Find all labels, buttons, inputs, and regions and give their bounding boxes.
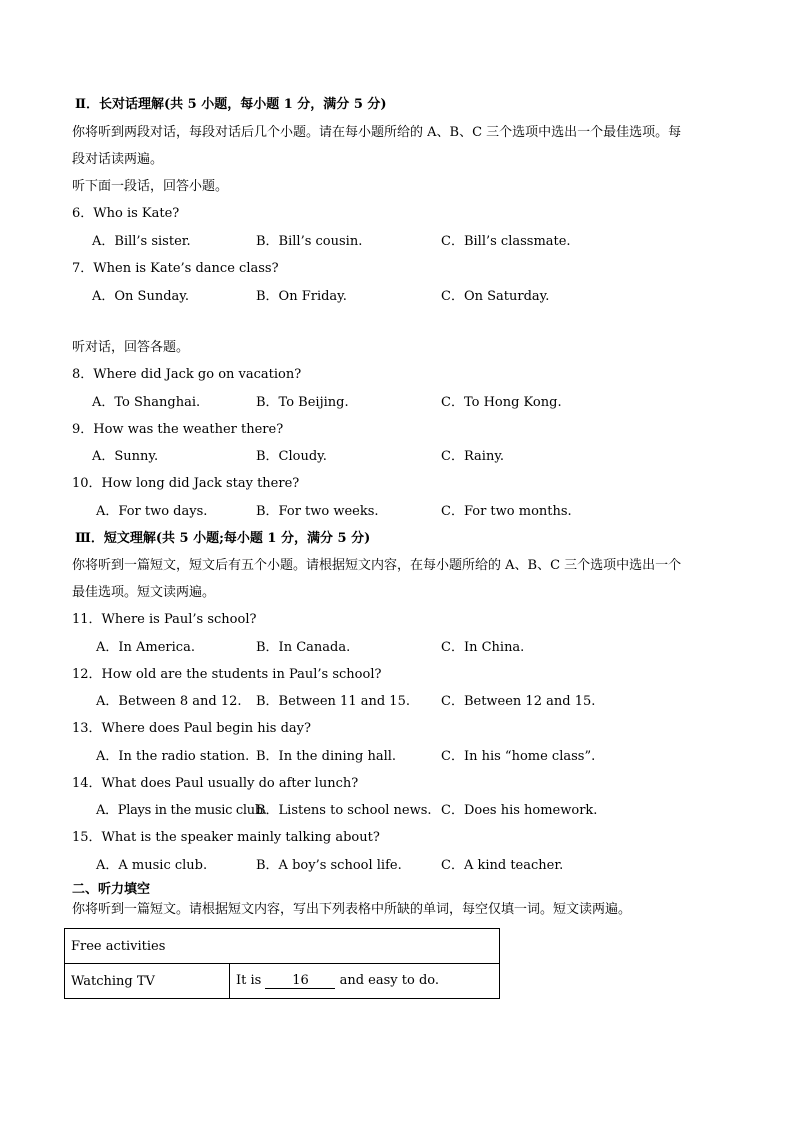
- question-8: 8．Where did Jack go on vacation?: [72, 367, 302, 382]
- part-2-instruction: 你将听到一篇短文。请根据短文内容，写出下列表格中所缺的单词，每空仅填一词。短文读两遍。: [72, 902, 632, 917]
- q6-option-c[interactable]: C．Bill’s classmate.: [441, 234, 571, 249]
- detail-suffix: and easy to do.: [339, 973, 440, 988]
- q11-option-b[interactable]: B．In Canada.: [256, 640, 351, 655]
- question-12: 12．How old are the students in Paul’s school?: [72, 667, 382, 682]
- question-13: 13．Where does Paul begin his day?: [72, 721, 311, 736]
- section-2-instruction: 你将听到两段对话，每段对话后几个小题。请在每小题所给的 A、B、C 三个选项中选出一个最佳选项。每: [72, 125, 682, 140]
- q13-option-a[interactable]: A．In the radio station.: [96, 749, 250, 764]
- section-3-instruction-cont: 最佳选项。短文读两遍。: [72, 585, 216, 600]
- activity-label-cell: Watching TV: [65, 964, 230, 999]
- section-2-instruction-cont: 段对话读两遍。: [72, 152, 164, 167]
- question-7: 7．When is Kate’s dance class?: [72, 261, 279, 276]
- q10-option-a[interactable]: A．For two days.: [96, 504, 208, 519]
- question-15: 15．What is the speaker mainly talking about?: [72, 830, 380, 845]
- q10-option-c[interactable]: C．For two months.: [441, 504, 572, 519]
- q6-option-b[interactable]: B．Bill’s cousin.: [256, 234, 363, 249]
- q9-option-c[interactable]: C．Rainy.: [441, 449, 505, 464]
- detail-prefix: It is: [236, 973, 262, 988]
- table-header-row: [65, 929, 500, 964]
- q11-option-c[interactable]: C．In China.: [441, 640, 525, 655]
- q8-option-b[interactable]: B．To Beijing.: [256, 395, 349, 410]
- q8-option-a[interactable]: A．To Shanghai.: [92, 395, 201, 410]
- question-14: 14．What does Paul usually do after lunch?: [72, 776, 359, 791]
- q12-option-b[interactable]: B．Between 11 and 15.: [256, 694, 410, 709]
- activity-detail-cell: [230, 964, 500, 999]
- q7-option-b[interactable]: B．On Friday.: [256, 289, 347, 304]
- q14-option-a[interactable]: A．Plays in the music club.: [96, 803, 267, 818]
- q9-option-b[interactable]: B．Cloudy.: [256, 449, 327, 464]
- q6-option-a[interactable]: A．Bill’s sister.: [92, 234, 191, 249]
- q8-option-c[interactable]: C．To Hong Kong.: [441, 395, 562, 410]
- q14-option-c[interactable]: C．Does his homework.: [441, 803, 598, 818]
- section-3-instruction: 你将听到一篇短文，短文后有五个小题。请根据短文内容，在每小题所给的 A、B、C 三个选项中选出一个: [72, 558, 682, 573]
- section-2-heading: Ⅱ．长对话理解(共 5 小题，每小题 1 分，满分 5 分): [75, 97, 387, 112]
- fill-in-table: [64, 928, 500, 999]
- q15-option-c[interactable]: C．A kind teacher.: [441, 858, 564, 873]
- table-header-cell: Free activities: [65, 929, 500, 964]
- dialogue-1-intro: 听下面一段话，回答小题。: [72, 179, 229, 194]
- section-3-heading: Ⅲ．短文理解(共 5 小题;每小题 1 分，满分 5 分): [75, 531, 371, 546]
- table-row: [65, 964, 500, 999]
- q13-option-c[interactable]: C．In his “home class”.: [441, 749, 596, 764]
- question-11: 11．Where is Paul’s school?: [72, 612, 257, 627]
- question-6: 6．Who is Kate?: [72, 206, 180, 221]
- q12-option-c[interactable]: C．Between 12 and 15.: [441, 694, 596, 709]
- q7-option-c[interactable]: C．On Saturday.: [441, 289, 550, 304]
- q9-option-a[interactable]: A．Sunny.: [92, 449, 159, 464]
- q12-option-a[interactable]: A．Between 8 and 12.: [96, 694, 242, 709]
- q15-option-a[interactable]: A．A music club.: [96, 858, 208, 873]
- q11-option-a[interactable]: A．In America.: [96, 640, 195, 655]
- q13-option-b[interactable]: B．In the dining hall.: [256, 749, 397, 764]
- q10-option-b[interactable]: B．For two weeks.: [256, 504, 379, 519]
- answer-blank-16[interactable]: 16: [265, 974, 335, 989]
- dialogue-2-intro: 听对话，回答各题。: [72, 340, 190, 355]
- q7-option-a[interactable]: A．On Sunday.: [92, 289, 190, 304]
- part-2-heading: 二、听力填空: [72, 882, 151, 897]
- question-9: 9．How was the weather there?: [72, 422, 284, 437]
- q14-option-b[interactable]: B．Listens to school news.: [256, 803, 432, 818]
- question-10: 10．How long did Jack stay there?: [72, 476, 300, 491]
- q15-option-b[interactable]: B．A boy’s school life.: [256, 858, 402, 873]
